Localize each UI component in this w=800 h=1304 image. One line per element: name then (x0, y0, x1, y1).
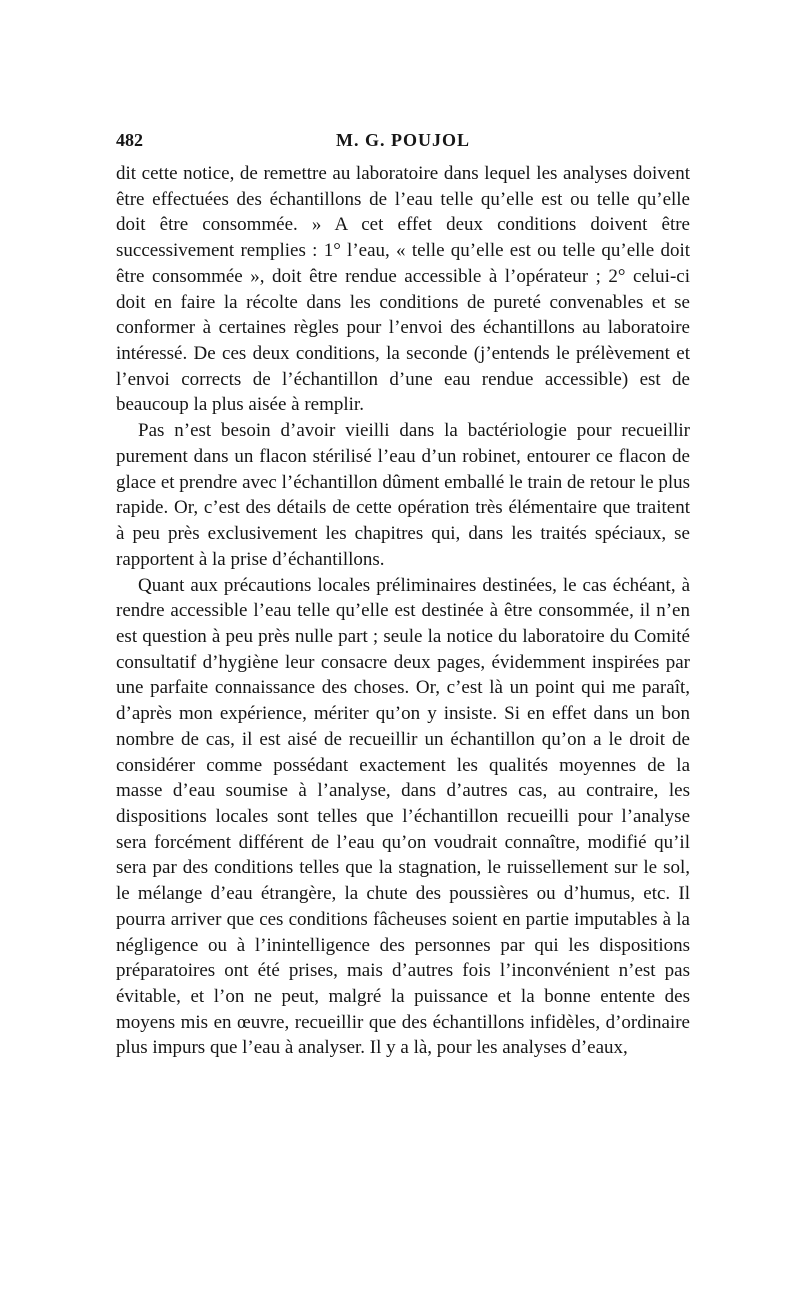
paragraph-3: Quant aux précautions locales préliminaires destinées, le cas échéant, à rendre accessible l’eau telle qu’elle est destinée à être consommée, il n’en est question à peu près nulle part ; seule la notice du laboratoire du Comité consultatif d’hygiène leur consacre deux pages, évidemment inspirées par une parfaite connaissance des choses. Or, c’est là un point qui me paraît, d’après mon expérience, mériter qu’on y insiste. Si en effet dans un bon nombre de cas, il est aisé de recueillir un échantillon qu’on a le droit de considérer comme possédant exactement les qualités moyennes de la masse d’eau soumise à l’analyse, dans d’autres cas, au contraire, les dispositions locales sont telles que l’échantillon recueilli pour l’analyse sera forcément différent de l’eau qu’on voudrait connaître, modifié qu’il sera par des conditions telles que la stagnation, le ruissellement sur le sol, le mélange d’eau étrangère, la chute des poussières ou d’humus, etc. Il pourra arriver que ces conditions fâcheuses soient en partie imputables à la négligence ou à l’inintelligence des personnes par qui les dispositions préparatoires ont été prises, mais d’autres fois l’inconvénient n’est pas évitable, et l’on ne peut, malgré la puissance et la bonne entente des moyens mis en œuvre, recueillir que des échantillons infidèles, d’ordinaire plus impurs que l’eau à analyser. Il y a là, pour les analyses d’eaux, (116, 574, 690, 1059)
page-number: 482 (116, 130, 143, 150)
body-text (116, 161, 690, 1061)
paragraph-2: Pas n’est besoin d’avoir vieilli dans la bactériologie pour recueillir purement dans un flacon stérilisé l’eau d’un robinet, entourer ce flacon de glace et prendre avec l’échantillon dûment emballé le train de retour le plus rapide. Or, c’est des détails de cette opération très élémentaire que traitent à peu près exclusivement les chapitres qui, dans les traités spéciaux, se rapportent à la prise d’échantillons. (116, 420, 690, 570)
paragraph-1: dit cette notice, de remettre au laboratoire dans lequel les analyses doivent être effectuées des échantillons de l’eau telle qu’elle est ou telle qu’elle doit être consommée. » A cet effet deux conditions doivent être successivement remplies : 1° l’eau, « telle qu’elle est ou telle qu’elle doit être consommée », doit être rendue accessible à l’opérateur ; 2° celui-ci doit en faire la récolte dans les conditions de pureté convenables et se conformer à certaines règles pour l’envoi des échantillons au laboratoire intéressé. De ces deux conditions, la seconde (j’entends le prélèvement et l’envoi corrects de l’échantillon d’une eau rendue accessible) est de beaucoup la plus aisée à remplir. (116, 163, 690, 416)
page-header (116, 130, 690, 156)
running-title: M. G. POUJOL (336, 130, 470, 150)
